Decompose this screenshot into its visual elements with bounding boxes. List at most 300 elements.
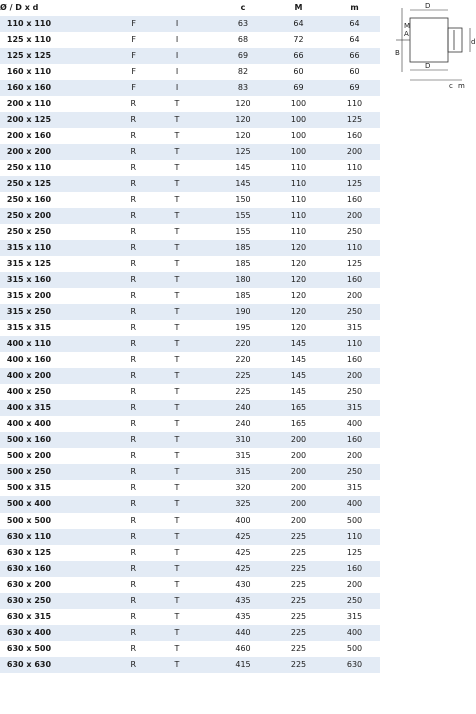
cell-type: R [58,352,136,368]
table-row [0,609,380,625]
cell-size: 200 x 200 [0,144,58,160]
cell-m: 110 [329,160,380,176]
cell-type: R [58,561,136,577]
table-row [0,641,380,657]
cell-m: 125 [329,176,380,192]
cell-M: 110 [268,192,329,208]
cell-c: 125 [218,144,268,160]
cell-M: 225 [268,577,329,593]
table-row [0,593,380,609]
label-D-bottom: D [425,62,431,70]
cell-type: R [58,448,136,464]
cell-c: 225 [218,384,268,400]
cell-M: 200 [268,513,329,529]
tee-branch [448,28,462,52]
header-size: Ø / D x d [0,0,58,16]
cell-form: T [136,545,218,561]
cell-m: 125 [329,256,380,272]
cell-M: 200 [268,480,329,496]
cell-size: 400 x 160 [0,352,58,368]
header-m: m [329,0,380,16]
cell-M: 60 [268,64,329,80]
cell-m: 160 [329,352,380,368]
table-row [0,272,380,288]
cell-c: 225 [218,368,268,384]
cell-c: 63 [218,16,268,32]
cell-form: T [136,384,218,400]
cell-M: 66 [268,48,329,64]
cell-m: 630 [329,657,380,673]
cell-M: 225 [268,593,329,609]
cell-type: R [58,432,136,448]
cell-type: R [58,593,136,609]
cell-form: T [136,192,218,208]
cell-type: R [58,288,136,304]
table-row [0,256,380,272]
cell-type: R [58,513,136,529]
cell-c: 220 [218,352,268,368]
cell-form: T [136,593,218,609]
cell-c: 415 [218,657,268,673]
table-row [0,160,380,176]
cell-form: T [136,641,218,657]
cell-M: 200 [268,464,329,480]
cell-size: 400 x 200 [0,368,58,384]
cell-size: 125 x 125 [0,48,58,64]
cell-c: 185 [218,256,268,272]
cell-form: T [136,561,218,577]
cell-form: T [136,464,218,480]
cell-type: R [58,529,136,545]
cell-m: 64 [329,16,380,32]
cell-form: T [136,144,218,160]
cell-type: R [58,416,136,432]
cell-M: 120 [268,288,329,304]
cell-m: 110 [329,240,380,256]
cell-form: T [136,288,218,304]
cell-size: 160 x 160 [0,80,58,96]
cell-m: 250 [329,384,380,400]
cell-c: 82 [218,64,268,80]
cell-m: 250 [329,224,380,240]
table-row [0,657,380,673]
cell-size: 630 x 315 [0,609,58,625]
table-header-row [0,0,380,16]
cell-type: R [58,160,136,176]
cell-M: 120 [268,256,329,272]
cell-M: 225 [268,609,329,625]
cell-c: 400 [218,513,268,529]
cell-m: 200 [329,448,380,464]
cell-type: R [58,336,136,352]
cell-size: 250 x 200 [0,208,58,224]
cell-size: 315 x 250 [0,304,58,320]
cell-form: T [136,448,218,464]
cell-c: 120 [218,96,268,112]
cell-type: R [58,545,136,561]
cell-size: 315 x 160 [0,272,58,288]
cell-size: 250 x 125 [0,176,58,192]
cell-m: 110 [329,336,380,352]
cell-size: 200 x 110 [0,96,58,112]
tee-fitting-diagram [392,0,476,95]
cell-c: 315 [218,464,268,480]
table-body [0,16,380,673]
cell-c: 155 [218,224,268,240]
cell-size: 250 x 160 [0,192,58,208]
cell-c: 240 [218,400,268,416]
cell-c: 440 [218,625,268,641]
cell-c: 120 [218,128,268,144]
cell-form: T [136,224,218,240]
cell-type: R [58,320,136,336]
cell-m: 200 [329,144,380,160]
cell-M: 225 [268,545,329,561]
header-form [136,0,218,16]
cell-M: 110 [268,224,329,240]
cell-type: R [58,496,136,512]
cell-M: 110 [268,208,329,224]
cell-c: 435 [218,609,268,625]
cell-M: 100 [268,96,329,112]
cell-M: 72 [268,32,329,48]
cell-form: I [136,16,218,32]
cell-form: I [136,48,218,64]
table-row [0,144,380,160]
cell-c: 83 [218,80,268,96]
cell-form: T [136,336,218,352]
cell-M: 225 [268,625,329,641]
cell-M: 100 [268,144,329,160]
cell-type: R [58,304,136,320]
cell-c: 180 [218,272,268,288]
cell-size: 500 x 400 [0,496,58,512]
cell-type: R [58,192,136,208]
cell-c: 69 [218,48,268,64]
cell-type: R [58,96,136,112]
label-M: M [404,22,411,30]
table-row [0,128,380,144]
table-row [0,384,380,400]
cell-m: 400 [329,496,380,512]
cell-M: 110 [268,160,329,176]
cell-c: 150 [218,192,268,208]
table-row [0,336,380,352]
cell-c: 435 [218,593,268,609]
cell-form: T [136,657,218,673]
cell-form: T [136,609,218,625]
table-row [0,48,380,64]
cell-M: 100 [268,128,329,144]
cell-m: 200 [329,208,380,224]
cell-c: 145 [218,176,268,192]
cell-M: 120 [268,240,329,256]
cell-size: 125 x 110 [0,32,58,48]
cell-size: 110 x 110 [0,16,58,32]
header-type [58,0,136,16]
cell-type: R [58,480,136,496]
cell-m: 315 [329,320,380,336]
cell-form: I [136,64,218,80]
cell-m: 160 [329,432,380,448]
cell-size: 500 x 200 [0,448,58,464]
table-row [0,400,380,416]
table-row [0,496,380,512]
cell-size: 630 x 500 [0,641,58,657]
label-B: B [395,49,400,57]
cell-M: 145 [268,384,329,400]
cell-type: R [58,657,136,673]
cell-M: 64 [268,16,329,32]
table-row [0,577,380,593]
cell-type: F [58,80,136,96]
cell-m: 250 [329,304,380,320]
cell-type: R [58,128,136,144]
cell-size: 630 x 200 [0,577,58,593]
label-D-top: D [425,2,431,10]
cell-type: R [58,144,136,160]
cell-m: 110 [329,529,380,545]
cell-c: 68 [218,32,268,48]
table-row [0,545,380,561]
tee-body [410,18,448,62]
cell-form: T [136,625,218,641]
table-row [0,288,380,304]
table-row [0,80,380,96]
cell-size: 500 x 250 [0,464,58,480]
cell-size: 315 x 200 [0,288,58,304]
table-row [0,368,380,384]
table-row [0,529,380,545]
cell-c: 195 [218,320,268,336]
cell-M: 145 [268,352,329,368]
cell-m: 200 [329,577,380,593]
cell-size: 200 x 160 [0,128,58,144]
cell-type: R [58,208,136,224]
cell-form: T [136,368,218,384]
cell-type: R [58,176,136,192]
cell-size: 315 x 125 [0,256,58,272]
cell-type: R [58,272,136,288]
table-row [0,208,380,224]
table-row [0,464,380,480]
cell-m: 200 [329,368,380,384]
cell-form: T [136,513,218,529]
cell-m: 125 [329,112,380,128]
cell-m: 500 [329,641,380,657]
cell-type: R [58,400,136,416]
cell-form: T [136,272,218,288]
cell-form: T [136,256,218,272]
cell-type: R [58,577,136,593]
cell-M: 100 [268,112,329,128]
cell-form: T [136,432,218,448]
cell-c: 430 [218,577,268,593]
cell-form: T [136,529,218,545]
cell-size: 315 x 315 [0,320,58,336]
cell-m: 500 [329,513,380,529]
cell-M: 145 [268,336,329,352]
cell-size: 500 x 500 [0,513,58,529]
cell-c: 325 [218,496,268,512]
cell-form: T [136,128,218,144]
table-row [0,304,380,320]
cell-M: 225 [268,529,329,545]
table-row [0,513,380,529]
table-row [0,224,380,240]
cell-type: F [58,16,136,32]
cell-size: 400 x 315 [0,400,58,416]
cell-size: 630 x 400 [0,625,58,641]
label-d: d [471,38,476,46]
cell-m: 315 [329,480,380,496]
cell-m: 200 [329,288,380,304]
cell-m: 315 [329,400,380,416]
cell-M: 145 [268,368,329,384]
cell-m: 160 [329,128,380,144]
header-M: M [268,0,329,16]
cell-form: T [136,176,218,192]
table-row [0,64,380,80]
cell-M: 69 [268,80,329,96]
cell-size: 630 x 250 [0,593,58,609]
cell-size: 250 x 250 [0,224,58,240]
cell-m: 69 [329,80,380,96]
cell-M: 120 [268,304,329,320]
table-row [0,192,380,208]
cell-size: 500 x 315 [0,480,58,496]
cell-m: 400 [329,416,380,432]
cell-m: 400 [329,625,380,641]
cell-m: 160 [329,192,380,208]
cell-c: 155 [218,208,268,224]
cell-size: 400 x 110 [0,336,58,352]
cell-size: 630 x 125 [0,545,58,561]
cell-type: R [58,112,136,128]
cell-m: 110 [329,96,380,112]
cell-form: T [136,577,218,593]
cell-size: 400 x 400 [0,416,58,432]
cell-M: 200 [268,496,329,512]
cell-form: T [136,112,218,128]
cell-form: T [136,304,218,320]
cell-m: 60 [329,64,380,80]
cell-type: R [58,625,136,641]
cell-m: 160 [329,561,380,577]
cell-form: T [136,416,218,432]
cell-form: I [136,80,218,96]
cell-form: T [136,208,218,224]
cell-M: 120 [268,320,329,336]
cell-size: 630 x 160 [0,561,58,577]
cell-M: 110 [268,176,329,192]
cell-c: 460 [218,641,268,657]
cell-M: 200 [268,432,329,448]
cell-c: 425 [218,529,268,545]
cell-M: 165 [268,400,329,416]
label-m: m [458,82,465,90]
cell-form: T [136,240,218,256]
table-row [0,480,380,496]
cell-size: 630 x 110 [0,529,58,545]
cell-form: T [136,400,218,416]
cell-c: 425 [218,561,268,577]
cell-form: I [136,32,218,48]
cell-c: 320 [218,480,268,496]
cell-size: 250 x 110 [0,160,58,176]
cell-type: R [58,384,136,400]
cell-c: 190 [218,304,268,320]
cell-c: 240 [218,416,268,432]
cell-size: 630 x 630 [0,657,58,673]
cell-size: 400 x 250 [0,384,58,400]
table-row [0,352,380,368]
cell-M: 200 [268,448,329,464]
cell-m: 250 [329,593,380,609]
cell-m: 125 [329,545,380,561]
cell-form: T [136,160,218,176]
cell-c: 220 [218,336,268,352]
cell-form: T [136,480,218,496]
cell-M: 120 [268,272,329,288]
table-row [0,625,380,641]
cell-m: 315 [329,609,380,625]
cell-type: R [58,224,136,240]
cell-m: 250 [329,464,380,480]
cell-form: T [136,320,218,336]
cell-c: 315 [218,448,268,464]
cell-c: 120 [218,112,268,128]
cell-type: R [58,368,136,384]
label-A: A [404,30,409,38]
table-row [0,96,380,112]
cell-c: 145 [218,160,268,176]
table-row [0,16,380,32]
cell-size: 200 x 125 [0,112,58,128]
cell-M: 225 [268,561,329,577]
table-row [0,176,380,192]
cell-c: 310 [218,432,268,448]
table-row [0,416,380,432]
table-row [0,432,380,448]
header-c: c [218,0,268,16]
table-row [0,448,380,464]
table-row [0,320,380,336]
cell-c: 185 [218,288,268,304]
label-c: c [449,82,453,90]
cell-type: F [58,32,136,48]
cell-form: T [136,496,218,512]
cell-size: 315 x 110 [0,240,58,256]
cell-type: R [58,464,136,480]
cell-type: R [58,641,136,657]
cell-type: R [58,240,136,256]
cell-M: 225 [268,657,329,673]
cell-size: 160 x 110 [0,64,58,80]
table-row [0,561,380,577]
table-row [0,32,380,48]
cell-m: 64 [329,32,380,48]
cell-type: R [58,609,136,625]
cell-m: 66 [329,48,380,64]
cell-type: R [58,256,136,272]
table-row [0,240,380,256]
cell-c: 185 [218,240,268,256]
cell-M: 225 [268,641,329,657]
cell-m: 160 [329,272,380,288]
cell-type: F [58,64,136,80]
cell-size: 500 x 160 [0,432,58,448]
